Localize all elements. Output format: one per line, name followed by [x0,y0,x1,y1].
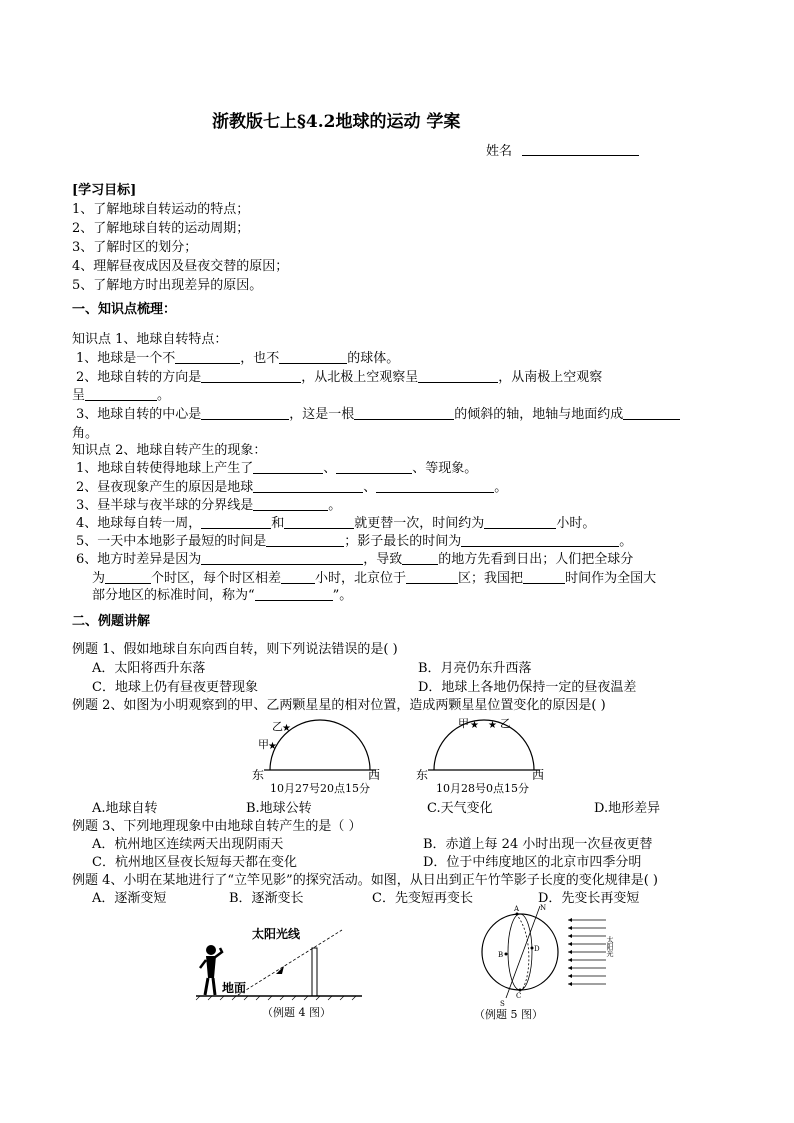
ex3-question: 例题 3、下列地理现象中由地球自转产生的是（ ） [72,819,362,834]
answer-blank[interactable] [253,497,328,511]
answer-blank[interactable] [175,350,240,364]
answer-blank[interactable] [279,350,347,364]
pole [312,948,317,996]
answer-blank[interactable] [354,406,454,420]
arrow-icon [276,966,284,974]
section1-heading: 一、知识点梳理： [72,302,177,317]
point-label-n: N [540,904,547,912]
ground-label: 地面 [222,981,247,995]
answer-blank[interactable] [253,479,363,493]
ex2-option-c[interactable]: C.天气变化 [427,801,493,816]
star-icon: ★ [488,720,497,731]
answer-blank[interactable] [85,387,157,401]
answer-blank[interactable] [284,515,354,529]
ex4-option-c[interactable]: C．先变短再变长 [372,891,473,906]
objective-item: 3、了解时区的划分； [72,240,198,255]
figure-caption: 10月28号0点15分 [436,782,529,795]
answer-blank[interactable] [201,369,301,383]
answer-blank[interactable] [253,460,323,474]
objectives-heading: [学习目标] [72,183,137,198]
name-input-line[interactable] [522,155,639,156]
person-icon [200,945,222,995]
answer-blank[interactable] [281,570,315,584]
figure-caption: （例题 4 图） [262,1006,331,1019]
answer-blank[interactable] [461,533,619,547]
ex4-option-b[interactable]: B．逐渐变长 [229,891,304,906]
ex1-option-d[interactable]: D．地球上各地仍保持一定的昼夜温差 [418,680,637,695]
kp2-line3: 3、昼半球与夜半球的分界线是 。 [76,498,342,513]
kp2-line1: 1、地球自转使得地球上产生了 、 、等现象。 [76,461,478,476]
answer-blank[interactable] [402,551,438,565]
answer-blank[interactable] [105,570,151,584]
sunlight-label: 太阳光 [606,936,614,957]
ex4-option-a[interactable]: A．逐渐变短 [92,891,167,906]
star-label-yi: 乙 [272,720,283,733]
kp1-line1: 1、地球是一个不 ，也不 的球体。 [76,351,400,366]
kp1-line3b: 角。 [72,426,99,441]
ex2-figure-2 [414,716,554,798]
star-label-yi: 乙 [500,717,511,730]
point-label-d: D [534,945,540,953]
direction-west: 西 [532,768,545,782]
objective-item: 5、了解地方时出现差异的原因。 [72,278,263,293]
ex4-question: 例题 4、小明在某地进行了“立竿见影”的探究活动。如图，从日出到正午竹竿影子长度的变化规律是( ) [72,873,658,888]
answer-blank[interactable] [376,479,494,493]
figure-caption: 10月27号20点15分 [270,782,370,795]
star-label-jia: 甲 [458,717,469,730]
objective-item: 4、理解昼夜成因及昼夜交替的原因； [72,259,289,274]
answer-blank[interactable] [255,587,333,601]
name-label: 姓名 [486,144,513,159]
sunlight-arrows [568,920,606,984]
answer-blank[interactable] [201,515,271,529]
ex3-option-b[interactable]: B．赤道上每 24 小时出现一次昼夜更替 [423,837,653,852]
answer-blank[interactable] [406,570,458,584]
answer-blank[interactable] [418,369,498,383]
kp2-line6c: 部分地区的标准时间，称为“ ”。 [92,588,353,603]
kp1-line3: 3、地球自转的中心是 ，这是一根 的倾斜的轴，地轴与地面约成 [76,405,680,424]
section2-heading: 二、例题讲解 [72,614,151,629]
point-label-c: C [516,992,522,1000]
terminator-line [516,914,529,990]
point-label-s: S [500,1000,505,1008]
point-label-b: B [498,951,504,959]
ex3-option-d[interactable]: D．位于中纬度地区的北京市四季分明 [423,855,642,870]
direction-east: 东 [416,768,429,782]
arrow-icon [568,918,572,986]
ex2-question: 例题 2、如图为小明观察到的甲、乙两颗星星的相对位置，造成两颗星星位置变化的原因是( ) [72,698,606,713]
kp2-line5: 5、一天中本地影子最短的时间是 ；影子最长的时间为 。 [76,534,633,549]
star-label-jia: 甲 [258,738,269,751]
ex4-option-d[interactable]: D．先变长再变短 [538,891,640,906]
kp1-line2: 2、地球自转的方向是 ，从北极上空观察呈 ，从南极上空观察 [76,370,603,385]
ex2-option-d[interactable]: D.地形差异 [594,801,661,816]
answer-blank[interactable] [484,515,556,529]
answer-blank[interactable] [623,406,680,420]
star-icon: ★ [282,723,291,734]
kp2-title: 知识点 2、地球自转产生的现象： [72,443,267,458]
earth-circle [482,914,558,990]
figure-caption: （例题 5 图） [474,1008,543,1021]
ex5-figure [470,902,638,1022]
kp2-line2: 2、昼夜现象产生的原因是地球 、 。 [76,480,508,495]
answer-blank[interactable] [336,460,412,474]
ex1-option-a[interactable]: A．太阳将西升东落 [92,661,206,676]
answer-blank[interactable] [201,551,363,565]
sunlight-label: 太阳光线 [252,927,301,941]
objective-item: 2、了解地球自转的运动周期； [72,221,250,236]
kp1-title: 知识点 1、地球自转特点： [72,332,228,347]
direction-west: 西 [368,768,381,782]
ex3-option-c[interactable]: C．杭州地区昼夜长短每天都在变化 [92,855,297,870]
answer-blank[interactable] [523,570,565,584]
direction-east: 东 [252,768,265,782]
point-label-a: A [514,905,520,913]
kp2-line6b: 为 个时区，每个时区相差 小时，北京位于 区；我国把 时间作为全国大 [92,571,657,586]
ex3-option-a[interactable]: A．杭州地区连续两天出现阴雨天 [92,837,284,852]
objective-item: 1、了解地球自转运动的特点； [72,202,250,217]
star-icon: ★ [470,720,479,731]
kp1-line2b: 呈 。 [72,388,171,403]
page-title: 浙教版七上§4.2地球的运动 学案 [212,112,461,132]
ex1-option-b[interactable]: B．月亮仍东升西落 [418,661,532,676]
ex4-figure [192,922,367,1022]
answer-blank[interactable] [266,533,344,547]
ex2-option-b[interactable]: B.地球公转 [246,801,312,816]
kp2-line4: 4、地球每自转一周， 和 就更替一次，时间约为 小时。 [76,516,596,531]
ex2-figure-1 [250,716,390,798]
kp2-line6: 6、地方时差异是因为 ，导致 的地方先看到日出；人们把全球分 [76,552,634,567]
ex1-option-c[interactable]: C．地球上仍有昼夜更替现象 [92,680,258,695]
ex2-option-a[interactable]: A.地球自转 [92,801,158,816]
star-icon: ★ [268,741,277,752]
ex1-question: 例题 1、假如地球自东向西自转，则下列说法错误的是( ) [72,642,398,657]
answer-blank[interactable] [201,406,289,420]
